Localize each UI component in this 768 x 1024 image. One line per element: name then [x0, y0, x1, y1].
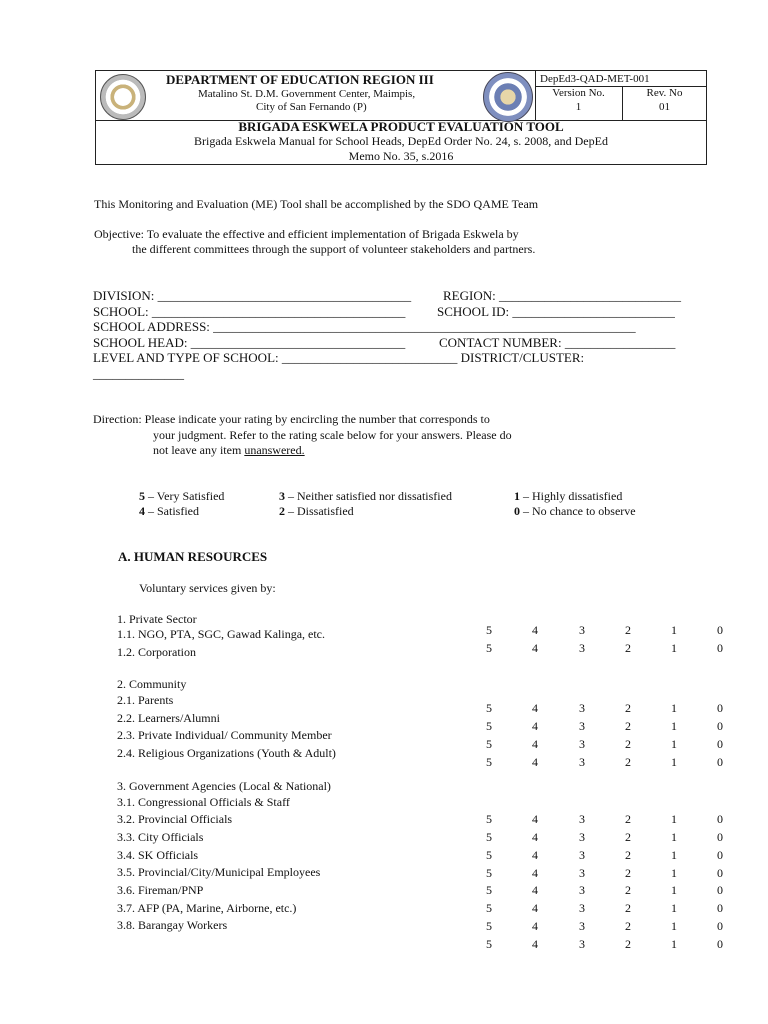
- rating-option-1[interactable]: 1: [671, 866, 677, 880]
- rating-option-5[interactable]: 5: [486, 737, 492, 751]
- doc-code: DepEd3-QAD-MET-001: [540, 73, 650, 85]
- rating-option-0[interactable]: 0: [717, 866, 723, 880]
- version-label: Version No.: [552, 87, 605, 99]
- rating-option-1[interactable]: 1: [671, 937, 677, 951]
- scale-2-num: 2: [279, 504, 285, 518]
- item-afp: 3.7. AFP (PA, Marine, Airborne, etc.): [117, 901, 297, 915]
- rating-option-1[interactable]: 1: [671, 701, 677, 715]
- rating-option-3[interactable]: 3: [579, 919, 585, 933]
- rating-option-0[interactable]: 0: [717, 641, 723, 655]
- rating-option-4[interactable]: 4: [532, 919, 538, 933]
- rating-option-4[interactable]: 4: [532, 937, 538, 951]
- rating-option-3[interactable]: 3: [579, 848, 585, 862]
- rating-option-3[interactable]: 3: [579, 737, 585, 751]
- region-field[interactable]: REGION: ____________________________: [443, 288, 681, 303]
- rating-option-1[interactable]: 1: [671, 641, 677, 655]
- scale-3-text: – Neither satisfied nor dissatisfied: [285, 489, 452, 503]
- item-congressional: 3.1. Congressional Officials & Staff: [117, 795, 290, 809]
- rating-option-1[interactable]: 1: [671, 623, 677, 637]
- rating-option-5[interactable]: 5: [486, 641, 492, 655]
- rating-option-5[interactable]: 5: [486, 883, 492, 897]
- school-head-field[interactable]: SCHOOL HEAD: _________________________________: [93, 335, 406, 350]
- rating-option-1[interactable]: 1: [671, 830, 677, 844]
- scale-1-text: – Highly dissatisfied: [520, 489, 623, 503]
- rating-option-5[interactable]: 5: [486, 701, 492, 715]
- tool-subtitle-line2: Memo No. 35, s.2016: [348, 149, 454, 163]
- scale-0-num: 0: [514, 504, 520, 518]
- scale-5: [139, 489, 224, 504]
- rating-option-0[interactable]: 0: [717, 623, 723, 637]
- rating-option-2[interactable]: 2: [625, 830, 631, 844]
- scale-2: [279, 504, 354, 519]
- rating-option-3[interactable]: 3: [579, 883, 585, 897]
- deped-seal-logo: [483, 72, 533, 122]
- item-provincial: 3.2. Provincial Officials: [117, 812, 233, 826]
- rating-option-4[interactable]: 4: [532, 719, 538, 733]
- scale-2-text: – Dissatisfied: [285, 504, 354, 518]
- school-id-field[interactable]: SCHOOL ID: _________________________: [437, 304, 675, 319]
- rating-option-3[interactable]: 3: [579, 755, 585, 769]
- item-religious-orgs: 2.4. Religious Organizations (Youth & Adult): [117, 746, 336, 760]
- scale-0: [514, 504, 636, 519]
- scale-1: [514, 489, 622, 504]
- rating-option-1[interactable]: 1: [671, 901, 677, 915]
- rating-option-5[interactable]: 5: [486, 830, 492, 844]
- item-city: 3.3. City Officials: [117, 830, 204, 844]
- scale-1-num: 1: [514, 489, 520, 503]
- rating-option-2[interactable]: 2: [625, 719, 631, 733]
- item-sk: 3.4. SK Officials: [117, 848, 199, 862]
- direction-line1: Direction: Please indicate your rating by encircling the number that corresponds to: [93, 412, 490, 426]
- scale-3: [279, 489, 452, 504]
- rating-option-4[interactable]: 4: [532, 848, 538, 862]
- item-corporation: 1.2. Corporation: [117, 645, 196, 659]
- district-cluster-field[interactable]: ______________: [93, 366, 184, 381]
- rating-option-1[interactable]: 1: [671, 883, 677, 897]
- rating-option-2[interactable]: 2: [625, 883, 631, 897]
- rating-option-5[interactable]: 5: [486, 719, 492, 733]
- rating-option-2[interactable]: 2: [625, 701, 631, 715]
- rating-option-4[interactable]: 4: [532, 883, 538, 897]
- scale-5-text: – Very Satisfied: [145, 489, 225, 503]
- rating-option-5[interactable]: 5: [486, 848, 492, 862]
- rating-option-0[interactable]: 0: [717, 919, 723, 933]
- rating-option-3[interactable]: 3: [579, 701, 585, 715]
- rating-option-1[interactable]: 1: [671, 848, 677, 862]
- scale-5-num: 5: [139, 489, 145, 503]
- rating-option-0[interactable]: 0: [717, 701, 723, 715]
- rating-option-5[interactable]: 5: [486, 901, 492, 915]
- rating-option-4[interactable]: 4: [532, 901, 538, 915]
- tool-title: BRIGADA ESKWELA PRODUCT EVALUATION TOOL: [238, 119, 564, 134]
- rating-option-2[interactable]: 2: [625, 848, 631, 862]
- rating-option-5[interactable]: 5: [486, 937, 492, 951]
- rating-option-0[interactable]: 0: [717, 901, 723, 915]
- rating-option-0[interactable]: 0: [717, 883, 723, 897]
- rating-option-4[interactable]: 4: [532, 641, 538, 655]
- item-fireman-pnp: 3.6. Fireman/PNP: [117, 883, 204, 897]
- rating-option-2[interactable]: 2: [625, 901, 631, 915]
- rating-option-2[interactable]: 2: [625, 812, 631, 826]
- rating-option-3[interactable]: 3: [579, 901, 585, 915]
- rating-option-0[interactable]: 0: [717, 755, 723, 769]
- rating-option-4[interactable]: 4: [532, 737, 538, 751]
- group-government: 3. Government Agencies (Local & National): [117, 779, 331, 793]
- direction-underlined-word: unanswered.: [244, 443, 305, 457]
- contact-number-field[interactable]: CONTACT NUMBER: _________________: [439, 335, 676, 350]
- rating-option-2[interactable]: 2: [625, 737, 631, 751]
- section-title: A. HUMAN RESOURCES: [118, 549, 268, 564]
- objective-line1: Objective: To evaluate the effective and efficient implementation of Brigada Eskwela by: [94, 227, 519, 241]
- rating-option-2[interactable]: 2: [625, 919, 631, 933]
- direction-line3: [153, 443, 305, 458]
- scale-4: [139, 504, 199, 519]
- rev-value: 01: [659, 101, 670, 113]
- region-seal-logo: [100, 74, 146, 120]
- rating-option-3[interactable]: 3: [579, 623, 585, 637]
- rating-option-5[interactable]: 5: [486, 919, 492, 933]
- rating-option-3[interactable]: 3: [579, 812, 585, 826]
- rating-option-1[interactable]: 1: [671, 755, 677, 769]
- rating-option-4[interactable]: 4: [532, 755, 538, 769]
- rating-option-1[interactable]: 1: [671, 919, 677, 933]
- item-barangay: 3.8. Barangay Workers: [117, 918, 228, 932]
- rating-option-1[interactable]: 1: [671, 719, 677, 733]
- item-parents: 2.1. Parents: [117, 693, 174, 707]
- division-field[interactable]: DIVISION: _______________________________________: [93, 288, 412, 303]
- rating-option-2[interactable]: 2: [625, 755, 631, 769]
- rev-label: Rev. No: [646, 87, 683, 99]
- scale-4-num: 4: [139, 504, 145, 518]
- rating-option-3[interactable]: 3: [579, 866, 585, 880]
- rating-option-1[interactable]: 1: [671, 737, 677, 751]
- voluntary-label: Voluntary services given by:: [139, 581, 276, 595]
- rating-option-0[interactable]: 0: [717, 848, 723, 862]
- dept-title: DEPARTMENT OF EDUCATION REGION III: [166, 72, 434, 87]
- school-field[interactable]: SCHOOL: _______________________________________: [93, 304, 406, 319]
- rating-option-5[interactable]: 5: [486, 866, 492, 880]
- rating-option-5[interactable]: 5: [486, 812, 492, 826]
- direction-line2: your judgment. Refer to the rating scale below for your answers. Please do: [153, 428, 512, 442]
- objective-line2: the different committees through the support of volunteer stakeholders and partners.: [132, 242, 536, 256]
- direction-line3-text: not leave any item: [153, 443, 245, 457]
- intro-text: This Monitoring and Evaluation (ME) Tool shall be accomplished by the SDO QAME Team: [94, 197, 539, 211]
- rating-option-5[interactable]: 5: [486, 755, 492, 769]
- rating-option-3[interactable]: 3: [579, 719, 585, 733]
- rating-option-2[interactable]: 2: [625, 641, 631, 655]
- group-private-sector: 1. Private Sector: [117, 612, 197, 626]
- item-employees: 3.5. Provincial/City/Municipal Employees: [117, 865, 321, 879]
- rating-option-4[interactable]: 4: [532, 812, 538, 826]
- rating-option-4[interactable]: 4: [532, 830, 538, 844]
- item-ngo: 1.1. NGO, PTA, SGC, Gawad Kalinga, etc.: [117, 627, 326, 641]
- dept-address-line1: Matalino St. D.M. Government Center, Maimpis,: [198, 88, 416, 100]
- rating-option-5[interactable]: 5: [486, 623, 492, 637]
- rating-option-3[interactable]: 3: [579, 641, 585, 655]
- level-type-field[interactable]: LEVEL AND TYPE OF SCHOOL: ___________________________ DISTRICT/CLUSTER:: [93, 350, 585, 365]
- rating-option-2[interactable]: 2: [625, 623, 631, 637]
- rating-option-1[interactable]: 1: [671, 812, 677, 826]
- scale-4-text: – Satisfied: [145, 504, 199, 518]
- rating-option-4[interactable]: 4: [532, 866, 538, 880]
- rating-option-0[interactable]: 0: [717, 737, 723, 751]
- item-private-individual: 2.3. Private Individual/ Community Member: [117, 728, 332, 742]
- scale-3-num: 3: [279, 489, 285, 503]
- rating-option-4[interactable]: 4: [532, 701, 538, 715]
- item-learners-alumni: 2.2. Learners/Alumni: [117, 711, 220, 725]
- rating-option-4[interactable]: 4: [532, 623, 538, 637]
- rating-option-3[interactable]: 3: [579, 937, 585, 951]
- scale-0-text: – No chance to observe: [520, 504, 636, 518]
- rating-option-0[interactable]: 0: [717, 937, 723, 951]
- rating-option-2[interactable]: 2: [625, 866, 631, 880]
- school-address-field[interactable]: SCHOOL ADDRESS: _________________________________________________________________: [93, 319, 636, 334]
- rating-option-3[interactable]: 3: [579, 830, 585, 844]
- group-community: 2. Community: [117, 677, 187, 691]
- rating-option-0[interactable]: 0: [717, 719, 723, 733]
- dept-address-line2: City of San Fernando (P): [256, 101, 367, 113]
- tool-subtitle-line1: Brigada Eskwela Manual for School Heads, DepEd Order No. 24, s. 2008, and DepEd: [194, 134, 608, 148]
- rating-option-2[interactable]: 2: [625, 937, 631, 951]
- version-value: 1: [575, 101, 582, 113]
- rating-option-0[interactable]: 0: [717, 830, 723, 844]
- rating-option-0[interactable]: 0: [717, 812, 723, 826]
